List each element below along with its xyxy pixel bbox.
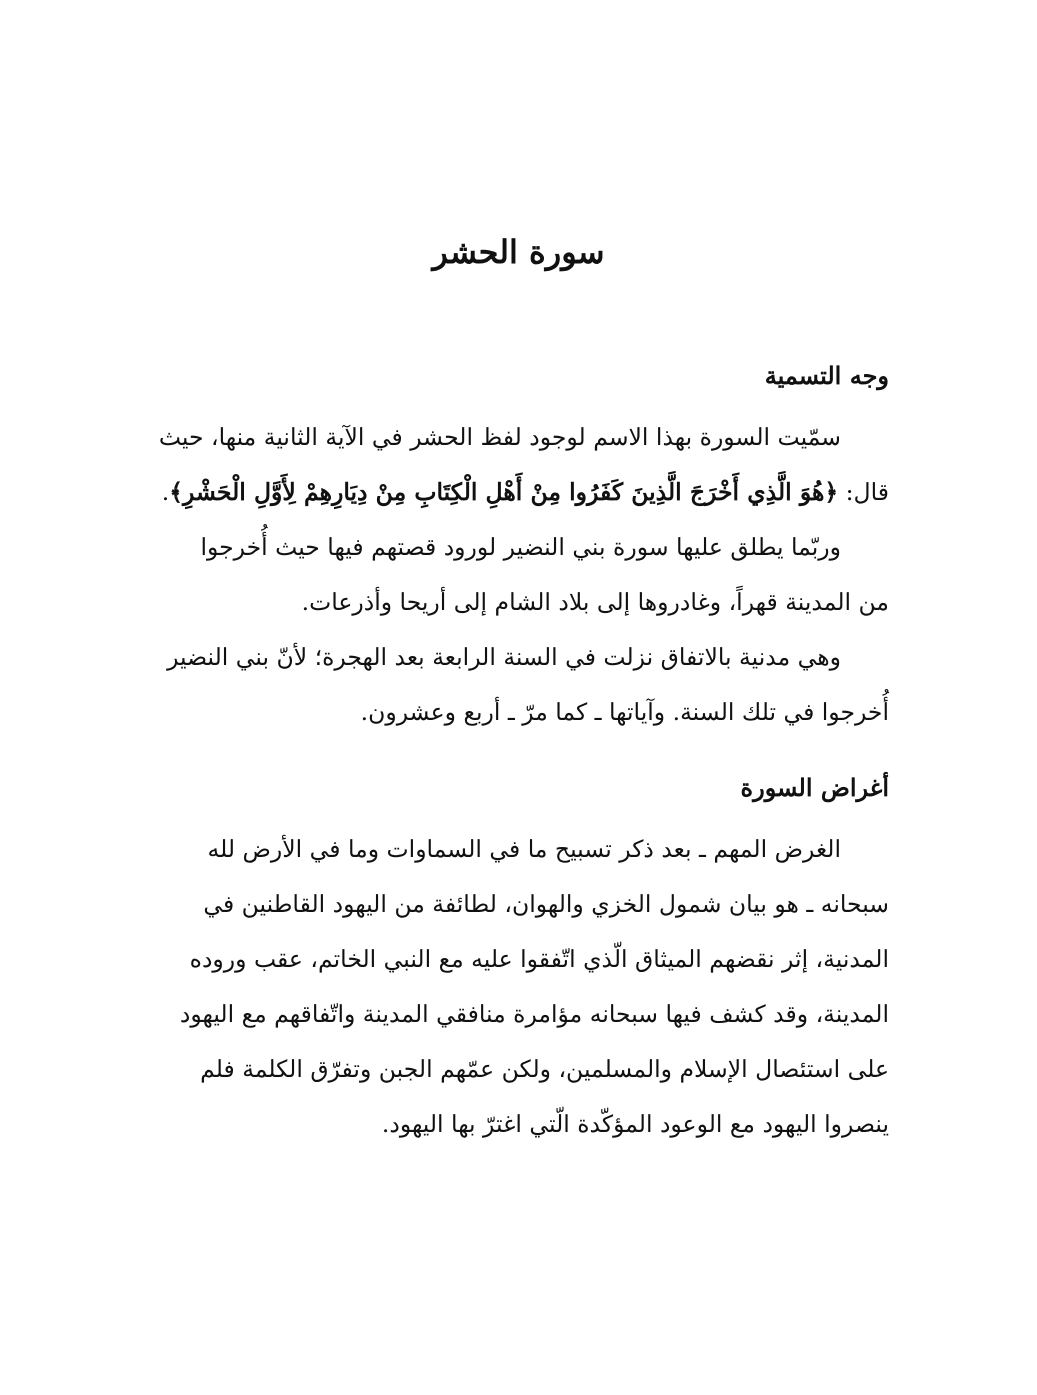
verse-end: . [161, 478, 170, 506]
section-heading-naming: وجه التسمية [764, 361, 889, 390]
text-line: وهي مدنية بالاتفاق نزلت في السنة الرابعة بعد الهجرة؛ لأنّ بني النضير [167, 643, 841, 671]
text-line: المدنية، إثر نقضهم الميثاق الّذي اتّفقوا عليه مع النبي الخاتم، عقب وروده [189, 945, 889, 973]
text-line: سمّيت السورة بهذا الاسم لوجود لفظ الحشر في الآية الثانية منها، حيث [158, 423, 841, 451]
text-line-verse [150, 465, 889, 520]
text-line: على استئصال الإسلام والمسلمين، ولكن عمّهم الجبن وتفرّق الكلمة فلم [200, 1055, 889, 1083]
text-line: المدينة، وقد كشف فيها سبحانه مؤامرة منافقي المدينة واتّفاقهم مع اليهود [179, 1000, 889, 1028]
paragraph-purposes [150, 822, 889, 1152]
text-line: وربّما يطلق عليها سورة بني النضير لورود قصتهم فيها حيث أُخرجوا [200, 533, 841, 561]
spacer [150, 740, 889, 764]
paragraph-alt-name [150, 520, 889, 630]
quran-verse: ﴿هُوَ الَّذِي أَخْرَجَ الَّذِينَ كَفَرُوا مِنْ أَهْلِ الْكِتَابِ مِنْ دِيَارِهِمْ لِأَوَّلِ الْحَشْرِ﴾ [169, 478, 839, 506]
text-line: ينصروا اليهود مع الوعود المؤكّدة الّتي اغترّ بها اليهود. [381, 1110, 889, 1138]
paragraph-revelation [150, 630, 889, 740]
section-heading-purposes: أغراض السورة [740, 773, 889, 802]
text-line: سبحانه ـ هو بيان شمول الخزي والهوان، لطائفة من اليهود القاطنين في [203, 890, 889, 918]
text-line: الغرض المهم ـ بعد ذكر تسبيح ما في السماوات وما في الأرض لله [207, 835, 841, 863]
text-line: أُخرجوا في تلك السنة. وآياتها ـ كما مرّ ـ أربع وعشرون. [360, 698, 889, 726]
page-content [150, 352, 889, 1152]
spacer [150, 400, 889, 410]
paragraph-naming-reason [150, 410, 889, 520]
spacer [150, 812, 889, 822]
verse-intro: قال: [838, 478, 889, 506]
text-line: من المدينة قهراً، وغادروها إلى بلاد الشام إلى أريحا وأذرعات. [301, 588, 889, 616]
page-title: سورة الحشر [432, 233, 605, 271]
